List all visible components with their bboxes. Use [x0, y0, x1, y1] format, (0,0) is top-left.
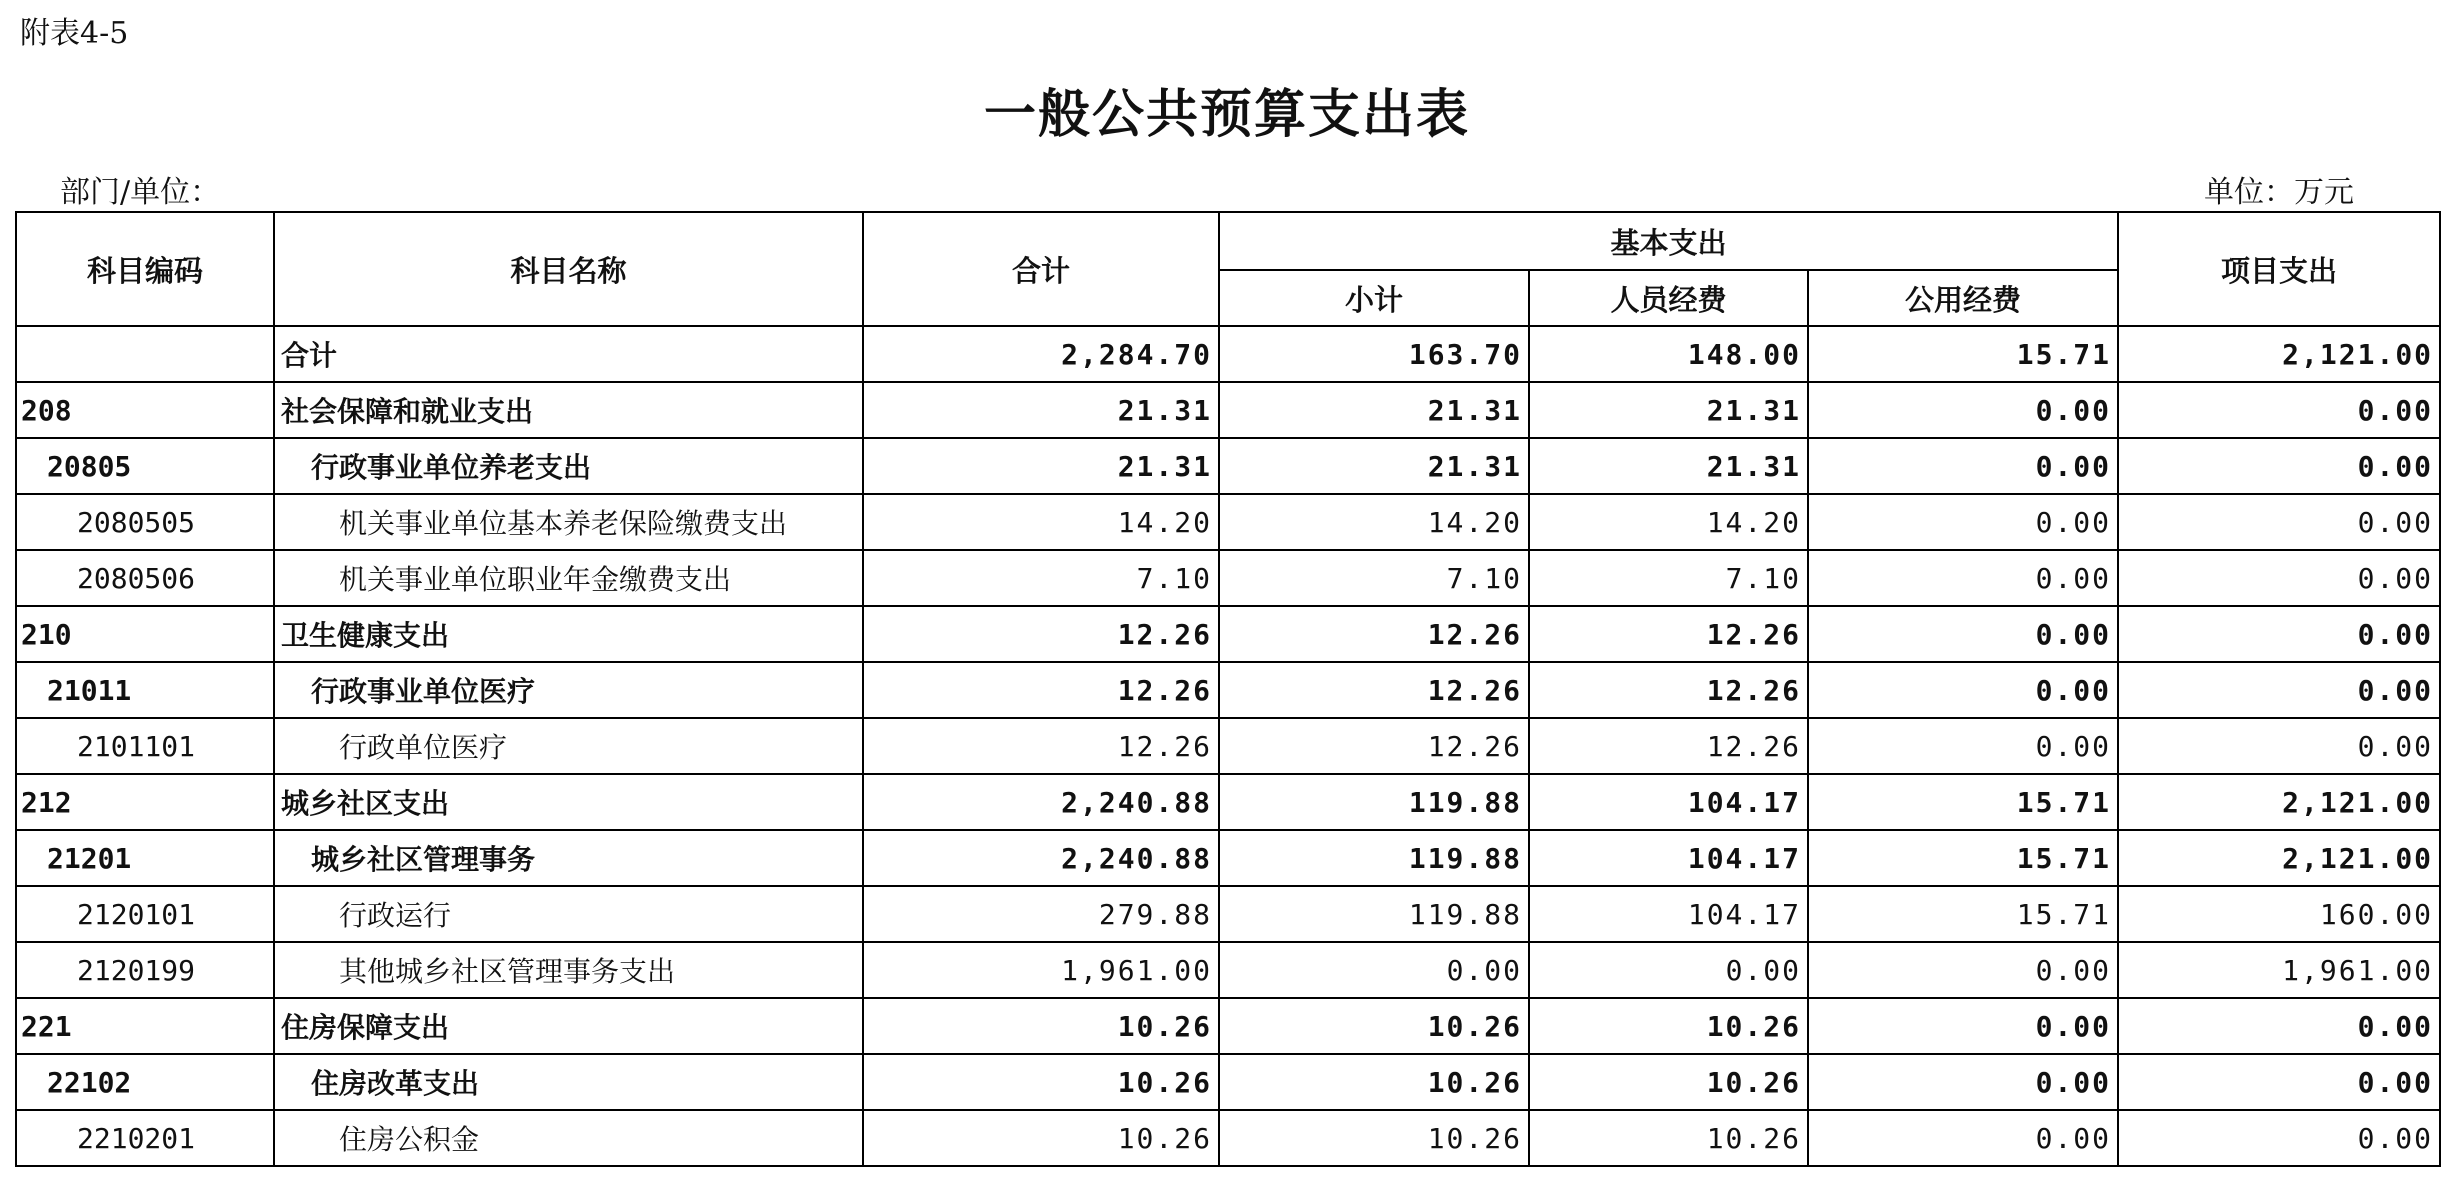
- cell-name: 行政事业单位医疗: [274, 662, 863, 718]
- cell-name: 卫生健康支出: [274, 606, 863, 662]
- cell-name: 行政运行: [274, 886, 863, 942]
- cell-public: 0.00: [1808, 550, 2118, 606]
- cell-project: 0.00: [2118, 1110, 2440, 1166]
- table-row: [16, 1054, 2440, 1110]
- cell-public: 0.00: [1808, 1110, 2118, 1166]
- cell-total: 21.31: [863, 382, 1219, 438]
- cell-project: 2,121.00: [2118, 774, 2440, 830]
- cell-subtotal: 10.26: [1219, 1054, 1529, 1110]
- table-row: [16, 662, 2440, 718]
- cell-project: 0.00: [2118, 662, 2440, 718]
- cell-personnel: 104.17: [1529, 830, 1808, 886]
- cell-code: 2120199: [16, 942, 274, 998]
- header-personnel: 人员经费: [1529, 270, 1808, 326]
- cell-public: 15.71: [1808, 830, 2118, 886]
- cell-personnel: 14.20: [1529, 494, 1808, 550]
- cell-name: 其他城乡社区管理事务支出: [274, 942, 863, 998]
- table-row: [16, 382, 2440, 438]
- cell-personnel: 0.00: [1529, 942, 1808, 998]
- expenditure-table: [15, 211, 2441, 1167]
- cell-total: 2,240.88: [863, 830, 1219, 886]
- cell-total: 2,240.88: [863, 774, 1219, 830]
- cell-public: 0.00: [1808, 606, 2118, 662]
- page-title: 一般公共预算支出表: [983, 84, 1470, 145]
- table-row: [16, 326, 2440, 382]
- cell-subtotal: 0.00: [1219, 942, 1529, 998]
- cell-project: 0.00: [2118, 438, 2440, 494]
- cell-public: 0.00: [1808, 998, 2118, 1054]
- cell-personnel: 12.26: [1529, 662, 1808, 718]
- cell-personnel: 10.26: [1529, 1110, 1808, 1166]
- cell-personnel: 10.26: [1529, 998, 1808, 1054]
- cell-project: 0.00: [2118, 494, 2440, 550]
- cell-project: 160.00: [2118, 886, 2440, 942]
- cell-name: 合计: [274, 326, 863, 382]
- cell-code: 22102: [16, 1054, 274, 1110]
- cell-name: 行政单位医疗: [274, 718, 863, 774]
- cell-code: 2080505: [16, 494, 274, 550]
- header-code: 科目编码: [16, 212, 274, 326]
- annex-label: 附表4-5: [20, 16, 129, 51]
- cell-subtotal: 119.88: [1219, 774, 1529, 830]
- cell-total: 279.88: [863, 886, 1219, 942]
- cell-total: 14.20: [863, 494, 1219, 550]
- cell-code: 208: [16, 382, 274, 438]
- table-row: [16, 830, 2440, 886]
- cell-subtotal: 21.31: [1219, 438, 1529, 494]
- table-row: [16, 942, 2440, 998]
- cell-public: 0.00: [1808, 662, 2118, 718]
- cell-code: 2210201: [16, 1110, 274, 1166]
- cell-subtotal: 10.26: [1219, 1110, 1529, 1166]
- cell-code: 20805: [16, 438, 274, 494]
- table-row: [16, 998, 2440, 1054]
- cell-public: 0.00: [1808, 382, 2118, 438]
- cell-total: 7.10: [863, 550, 1219, 606]
- cell-public: 0.00: [1808, 438, 2118, 494]
- cell-code: 212: [16, 774, 274, 830]
- cell-subtotal: 21.31: [1219, 382, 1529, 438]
- cell-name: 机关事业单位基本养老保险缴费支出: [274, 494, 863, 550]
- cell-subtotal: 10.26: [1219, 998, 1529, 1054]
- cell-project: 0.00: [2118, 606, 2440, 662]
- cell-personnel: 10.26: [1529, 1054, 1808, 1110]
- header-project: 项目支出: [2118, 212, 2440, 326]
- cell-name: 机关事业单位职业年金缴费支出: [274, 550, 863, 606]
- cell-project: 0.00: [2118, 550, 2440, 606]
- cell-name: 住房保障支出: [274, 998, 863, 1054]
- cell-subtotal: 12.26: [1219, 662, 1529, 718]
- cell-subtotal: 119.88: [1219, 830, 1529, 886]
- cell-personnel: 21.31: [1529, 438, 1808, 494]
- cell-subtotal: 7.10: [1219, 550, 1529, 606]
- cell-public: 0.00: [1808, 942, 2118, 998]
- cell-personnel: 21.31: [1529, 382, 1808, 438]
- cell-name: 住房改革支出: [274, 1054, 863, 1110]
- cell-name: 城乡社区支出: [274, 774, 863, 830]
- cell-public: 0.00: [1808, 494, 2118, 550]
- cell-project: 0.00: [2118, 998, 2440, 1054]
- cell-public: 15.71: [1808, 886, 2118, 942]
- cell-project: 0.00: [2118, 382, 2440, 438]
- header-basic: 基本支出: [1219, 212, 2118, 270]
- cell-public: 0.00: [1808, 1054, 2118, 1110]
- cell-code: [16, 326, 274, 382]
- table-row: [16, 606, 2440, 662]
- cell-total: 12.26: [863, 606, 1219, 662]
- cell-total: 12.26: [863, 662, 1219, 718]
- cell-code: 2080506: [16, 550, 274, 606]
- header-subtotal: 小计: [1219, 270, 1529, 326]
- cell-subtotal: 12.26: [1219, 718, 1529, 774]
- table-row: [16, 1110, 2440, 1166]
- table-body: [16, 326, 2440, 1166]
- cell-code: 221: [16, 998, 274, 1054]
- cell-total: 1,961.00: [863, 942, 1219, 998]
- cell-total: 10.26: [863, 998, 1219, 1054]
- cell-personnel: 104.17: [1529, 886, 1808, 942]
- cell-code: 21011: [16, 662, 274, 718]
- table-row: [16, 886, 2440, 942]
- cell-project: 0.00: [2118, 1054, 2440, 1110]
- cell-name: 行政事业单位养老支出: [274, 438, 863, 494]
- cell-total: 10.26: [863, 1110, 1219, 1166]
- header-public: 公用经费: [1808, 270, 2118, 326]
- header-total: 合计: [863, 212, 1219, 326]
- cell-code: 2120101: [16, 886, 274, 942]
- cell-name: 社会保障和就业支出: [274, 382, 863, 438]
- cell-personnel: 12.26: [1529, 718, 1808, 774]
- table-row: [16, 494, 2440, 550]
- cell-total: 21.31: [863, 438, 1219, 494]
- cell-total: 12.26: [863, 718, 1219, 774]
- cell-personnel: 12.26: [1529, 606, 1808, 662]
- table-row: [16, 550, 2440, 606]
- unit-label: 单位：万元: [2204, 175, 2354, 210]
- cell-code: 21201: [16, 830, 274, 886]
- cell-public: 15.71: [1808, 326, 2118, 382]
- cell-total: 10.26: [863, 1054, 1219, 1110]
- cell-personnel: 104.17: [1529, 774, 1808, 830]
- cell-personnel: 7.10: [1529, 550, 1808, 606]
- header-name: 科目名称: [274, 212, 863, 326]
- cell-subtotal: 14.20: [1219, 494, 1529, 550]
- cell-subtotal: 163.70: [1219, 326, 1529, 382]
- table-row: [16, 774, 2440, 830]
- cell-subtotal: 119.88: [1219, 886, 1529, 942]
- cell-name: 城乡社区管理事务: [274, 830, 863, 886]
- cell-code: 2101101: [16, 718, 274, 774]
- cell-public: 15.71: [1808, 774, 2118, 830]
- cell-project: 1,961.00: [2118, 942, 2440, 998]
- table-row: [16, 438, 2440, 494]
- cell-public: 0.00: [1808, 718, 2118, 774]
- cell-subtotal: 12.26: [1219, 606, 1529, 662]
- cell-code: 210: [16, 606, 274, 662]
- cell-project: 2,121.00: [2118, 830, 2440, 886]
- cell-name: 住房公积金: [274, 1110, 863, 1166]
- table-row: [16, 718, 2440, 774]
- department-label: 部门/单位：: [60, 175, 221, 210]
- cell-project: 2,121.00: [2118, 326, 2440, 382]
- cell-personnel: 148.00: [1529, 326, 1808, 382]
- cell-total: 2,284.70: [863, 326, 1219, 382]
- cell-project: 0.00: [2118, 718, 2440, 774]
